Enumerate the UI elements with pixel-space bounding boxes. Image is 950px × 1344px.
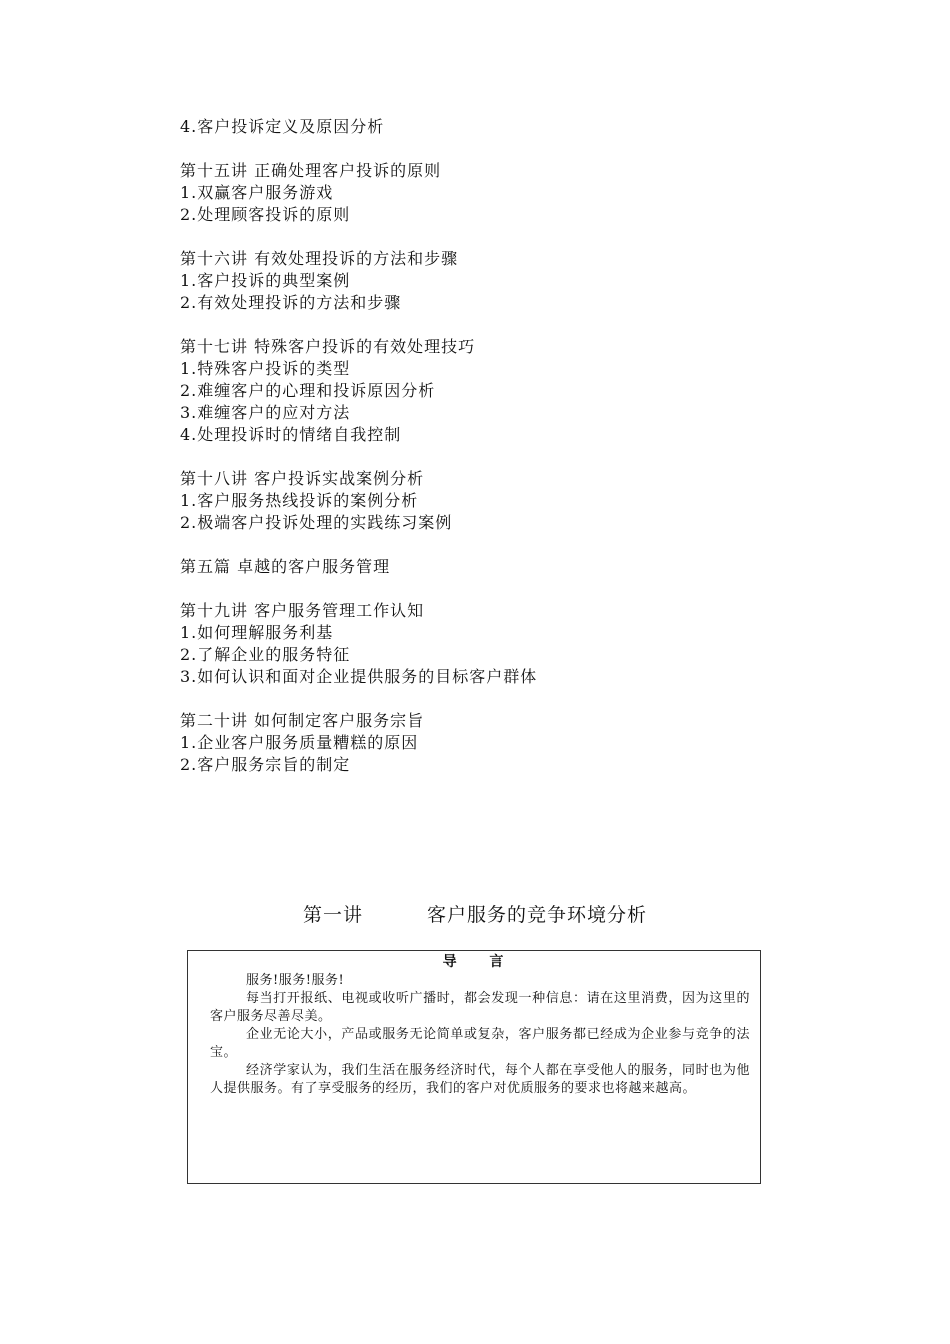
toc-item: 2.有效处理投诉的方法和步骤 bbox=[180, 293, 402, 312]
intro-box bbox=[187, 950, 761, 1184]
intro-paragraph: 服务!服务!服务! bbox=[246, 973, 345, 988]
lecture-heading: 第十七讲 特殊客户投诉的有效处理技巧 bbox=[180, 337, 476, 356]
toc-item: 2.客户服务宗旨的制定 bbox=[180, 755, 351, 774]
lecture-heading: 第十八讲 客户投诉实战案例分析 bbox=[180, 469, 425, 488]
toc-item: 1.双赢客户服务游戏 bbox=[180, 183, 334, 202]
intro-heading: 导 言 bbox=[442, 954, 518, 970]
lecture-heading: 第十六讲 有效处理投诉的方法和步骤 bbox=[180, 249, 459, 268]
section-spacer bbox=[180, 688, 780, 710]
section-spacer bbox=[180, 446, 780, 468]
intro-paragraph: 企业无论大小，产品或服务无论简单或复杂，客户服务都已经成为企业参与竞争的法宝。 bbox=[210, 1027, 750, 1060]
section-spacer bbox=[180, 138, 780, 160]
chapter-number: 第一讲 bbox=[302, 904, 363, 926]
toc-item: 2.处理顾客投诉的原则 bbox=[180, 205, 351, 224]
intro-paragraph: 经济学家认为，我们生活在服务经济时代，每个人都在享受他人的服务，同时也为他人提供服务。有了享受服务的经历，我们的客户对优质服务的要求也将越来越高。 bbox=[210, 1063, 750, 1096]
toc-item: 2.难缠客户的心理和投诉原因分析 bbox=[180, 381, 436, 400]
lecture-heading: 第二十讲 如何制定客户服务宗旨 bbox=[180, 711, 425, 730]
toc-item: 3.难缠客户的应对方法 bbox=[180, 403, 351, 422]
toc-item: 4.客户投诉定义及原因分析 bbox=[180, 117, 385, 136]
part-heading: 第五篇 卓越的客户服务管理 bbox=[180, 557, 391, 576]
toc-item: 1.如何理解服务利基 bbox=[180, 623, 334, 642]
section-spacer bbox=[180, 578, 780, 600]
chapter-title bbox=[0, 900, 950, 927]
chapter-name: 客户服务的竞争环境分析 bbox=[427, 904, 648, 926]
toc-item: 4.处理投诉时的情绪自我控制 bbox=[180, 425, 402, 444]
toc-item: 1.特殊客户投诉的类型 bbox=[180, 359, 351, 378]
toc-item: 2.了解企业的服务特征 bbox=[180, 645, 351, 664]
section-spacer bbox=[180, 314, 780, 336]
intro-paragraph: 每当打开报纸、电视或收听广播时，都会发现一种信息：请在这里消费，因为这里的客户服务尽善尽美。 bbox=[210, 991, 750, 1024]
section-spacer bbox=[180, 226, 780, 248]
toc-item: 1.企业客户服务质量糟糕的原因 bbox=[180, 733, 419, 752]
table-of-contents bbox=[180, 116, 780, 776]
toc-item: 2.极端客户投诉处理的实践练习案例 bbox=[180, 513, 453, 532]
toc-item: 1.客户服务热线投诉的案例分析 bbox=[180, 491, 419, 510]
toc-item: 1.客户投诉的典型案例 bbox=[180, 271, 351, 290]
section-spacer bbox=[180, 534, 780, 556]
toc-item: 3.如何认识和面对企业提供服务的目标客户群体 bbox=[180, 667, 538, 686]
lecture-heading: 第十九讲 客户服务管理工作认知 bbox=[180, 601, 425, 620]
lecture-heading: 第十五讲 正确处理客户投诉的原则 bbox=[180, 161, 442, 180]
